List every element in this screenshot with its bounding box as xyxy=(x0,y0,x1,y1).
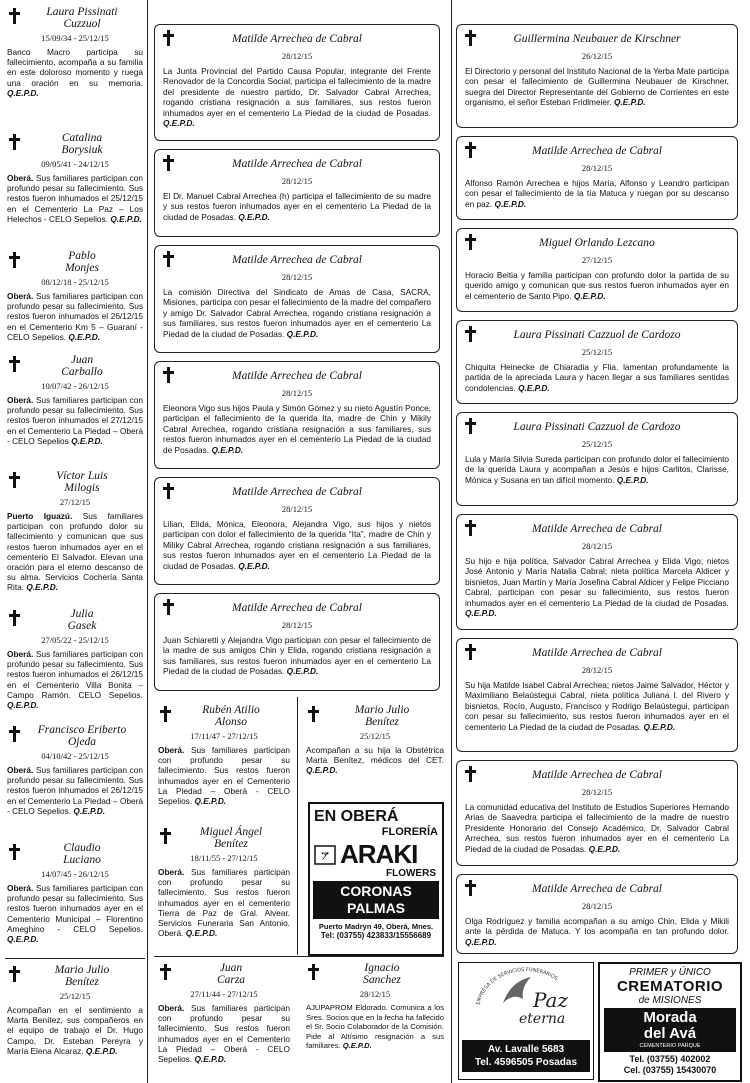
cross-icon xyxy=(465,880,476,896)
cross-icon xyxy=(160,828,171,844)
obituary-name: Rubén Atilio Alonso xyxy=(202,704,260,728)
condolence-box xyxy=(456,412,738,506)
condolence-date: 28/12/15 xyxy=(281,51,313,61)
condolence-text: La comunidad educativa del Instituto de Estudios Superiores Hernando Arias de Saavedra participa el fallecimiento de la madre de nuestro Presidente Honorario del Consejo Académico, Dr. Salvador Cabral Arrechea, sus restos fueron inhumados ayer en el cementerio La Piedad de la ciudad de Posadas. Q.E.P.D. xyxy=(465,802,729,854)
condolence-name: Matilde Arrechea de Cabral xyxy=(532,523,662,535)
condolence-text: Su hija Matilde Isabel Cabral Arrechea; nietos Jaime Salvador, Héctor y Maximiliano Belaústegui Cabral, nieta política Juliana I. del Rivero y bisnietos, Rocío, Augusto, Francisco y Rodrigo Belaústegui, participan con pesar su fallecimiento, sus restos fueron inhumados ayer en el cementerio La Piedad de la ciudad de Posadas. Q.E.P.D. xyxy=(465,680,729,732)
obituary-name: Francisco Eriberto Ojeda xyxy=(37,724,127,748)
obituary-name: Ignacio Sanchez xyxy=(363,962,401,986)
obituary-name: Juan Carza xyxy=(216,962,246,986)
obituary-dates: 15/09/34 - 25/12/15 xyxy=(41,33,109,43)
obituary-dates: 08/12/18 - 25/12/15 xyxy=(41,277,109,287)
condolence-date: 26/12/15 xyxy=(581,51,613,61)
obituary-dates: 10/07/42 - 26/12/15 xyxy=(41,381,109,391)
condolence-text: Alfonso Ramón Arrechea e hijos María, Alfonso y Leandro participan con pesar el fallecimiento de la tía Matuca y ruegan por su descanso en paz. Q.E.P.D. xyxy=(465,178,729,209)
cross-icon xyxy=(465,30,476,46)
ad-brand: ARAKI xyxy=(340,839,418,869)
condolence-name: Matilde Arrechea de Cabral xyxy=(532,647,662,659)
logo-word-1: Paz xyxy=(533,988,569,1012)
condolence-box xyxy=(154,149,440,237)
condolence-date: 28/12/15 xyxy=(581,665,613,675)
cross-icon xyxy=(308,706,319,722)
condolence-box xyxy=(456,514,738,630)
condolence-text: La Junta Provincial del Partido Causa Popular, integrante del Frente Renovador de la Concordia Social, participa el fallecimiento de la madre del presidente de nuestro partido, Dr. Salvador Cabral Arrechea, rogando cristiana resignación a sus familiares, sus restos fueron inhumados ayer en el cementerio La Piedad de la ciudad de Posadas. Q.E.P.D. xyxy=(163,66,431,129)
cross-icon xyxy=(465,142,476,158)
obituary-text: Acompañan en el sentimiento a Marta Benítez, sus compañeros en el equipo de trabajo el Dr. Hugo Campo, Dr. Esteban Pereyra y María Elena Alcaraz. Q.E.P.D. xyxy=(7,1005,143,1056)
obituary-dates: 09/05/41 - 24/12/15 xyxy=(41,159,109,169)
obituary-text: Oberá. Sus familiares participan con profundo pesar su fallecimiento. Sus restos fueron inhumados ayer en el Cementerio La Piedad – Oberá - CELO Sepelios. Q.E.P.D. xyxy=(158,745,290,807)
condolence-name: Matilde Arrechea de Cabral xyxy=(532,769,662,781)
obituary xyxy=(5,250,145,342)
condolence-name: Matilde Arrechea de Cabral xyxy=(532,883,662,895)
obituary-name: Juan Carballo xyxy=(61,354,103,378)
obituary xyxy=(5,964,145,1056)
condolence-box xyxy=(154,361,440,469)
cross-icon xyxy=(9,966,20,982)
divider xyxy=(5,958,145,959)
cross-icon xyxy=(160,964,171,980)
obituary-text: Acompañan a su hija la Obstétrica Marta Benítez, médicos del CET. Q.E.P.D. xyxy=(306,745,444,776)
condolence-name: Matilde Arrechea de Cabral xyxy=(232,370,362,382)
obituary-text: Puerto Iguazú. Sus familiares participan con profundo dolor su fallecimiento y comunican que sus restos fueron inhumados ayer en el cementerio El Salvador. Elevan una oración para el eterno descanso de su alma. Servicios Cochería Santa Rita. Q.E.P.D. xyxy=(7,511,143,593)
obituary-dates: 18/11/55 - 27/12/15 xyxy=(190,853,258,863)
cross-icon xyxy=(9,726,20,742)
condolence-date: 28/12/15 xyxy=(581,787,613,797)
obituary-name: Pablo Monjes xyxy=(65,250,99,274)
obituary-dates: 14/07/45 - 26/12/15 xyxy=(41,869,109,879)
cross-icon xyxy=(163,367,174,383)
condolence-date: 25/12/15 xyxy=(581,439,613,449)
condolence-date: 25/12/15 xyxy=(581,347,613,357)
obituary-name: Víctor Luis Milogis xyxy=(56,470,108,494)
obituary xyxy=(5,470,145,593)
obituary-text: Oberá. Sus familiares participan con profundo pesar su fallecimiento. Sus restos fueron inhumados el 26/12/15 en el Cementerio La Piedad – Oberá - CELO Sepelios. Q.E.P.D. xyxy=(7,765,143,816)
obituary-text: Oberá. Sus familiares participan con profundo pesar su fallecimiento. Sus restos fueron inhumados el 25/12/15 en el Cementerio La Paz – Los Helechos - CELO Sepelios. Q.E.P.D. xyxy=(7,173,143,224)
obituary xyxy=(5,724,145,816)
logo-word-2: eterna xyxy=(519,1011,566,1027)
araki-emblem-icon xyxy=(314,845,336,865)
cross-icon xyxy=(163,155,174,171)
condolence-text: El Dr. Manuel Cabral Arrechea (h) participa el fallecimiento de su madre y sus restos fueron inhumados ayer en el cementerio La Piedad de la ciudad de Posadas. Q.E.P.D. xyxy=(163,191,431,222)
obituary-dates: 25/12/15 xyxy=(359,731,391,741)
ad-address: Puerto Madryn 49, Oberá, Mnes. xyxy=(318,922,434,931)
condolence-box xyxy=(154,245,440,353)
obituary-text: Oberá. Sus familiares participan con profundo pesar su fallecimiento. Sus restos fueron inhumados el 26/12/15 en el Cementerio Km 5 – Guaraní - CELO Sepelios. Q.E.P.D. xyxy=(7,291,143,342)
obituary-name: Laura Pissinati Cuzzuol xyxy=(46,6,118,30)
condolence-text: Olga Rodríguez y familia acompañan a su amigo Chin, Elida y Mikili ante la pérdida de Matuca. Y los acompaña en tan profundo dolor. Q.E.P.D. xyxy=(465,916,729,947)
crematorium-ad xyxy=(598,962,742,1082)
cross-icon xyxy=(9,844,20,860)
condolence-name: Matilde Arrechea de Cabral xyxy=(232,486,362,498)
condolence-box xyxy=(154,593,440,691)
ad-phone: Tel. 4596505 Posadas xyxy=(474,1057,578,1068)
obituary xyxy=(156,704,292,806)
obituary xyxy=(5,6,145,98)
condolence-date: 28/12/15 xyxy=(281,388,313,398)
condolence-box xyxy=(456,638,738,752)
ad-subhead: de MISIONES xyxy=(638,995,702,1006)
obituary xyxy=(156,826,292,938)
obituary-text: Oberá. Sus familiares participan con profundo pesar su fallecimiento. Sus restos fueron inhumados el 26/12/15 en el Cementerio Villa Bonita – Campo Ramón. CELO Sepelios. Q.E.P.D. xyxy=(7,649,143,711)
svg-text:ア: ア xyxy=(320,851,330,862)
ad-phone: Tel: (03755) 423833/15556689 xyxy=(320,931,432,940)
obituary-name: Mario Julio Benítez xyxy=(354,704,410,728)
ad-brand-sub: FLOWERS xyxy=(386,868,436,879)
condolence-name: Matilde Arrechea de Cabral xyxy=(232,33,362,45)
obituary-text: Oberá. Sus familiares participan con profundo pesar su fallecimiento. Sus restos fueron inhumados ayer en el Cementerio Municipal – Florentino Ameghino - CELO Sepelios. Q.E.P.D. xyxy=(7,883,143,945)
obituary-dates: 28/12/15 xyxy=(359,989,391,999)
obituary-text: Banco Macro participa su fallecimiento, acompaña a su familia en este doloroso momento y ruega una oración en su memoria. Q.E.P.D. xyxy=(7,47,143,98)
column-divider-2 xyxy=(451,0,452,1083)
obituary-text: Oberá. Sus familiares participan con profundo pesar su fallecimiento. Sus restos fueron inhumados ayer en el cementerio Tierra de Paz de Gral. Alvear. Servicios Funeraria San Antonio. Oberá. Q.E.P.D. xyxy=(158,867,290,939)
divider xyxy=(154,956,444,957)
inner-divider xyxy=(297,697,298,955)
obituary-name: Claudio Luciano xyxy=(63,842,101,866)
condolence-text: Eleonora Vigo sus hijos Paula y Simón Gómez y su nieto Agustín Ponce, participan el fallecimiento de la querida Ita, madre de Chin y Mikily Cabral Arrechea, rogando cristiana resignación a sus familiares, sus restos fueron inhumados ayer en el cementerio La Piedad de la ciudad de Posadas. Q.E.P.D. xyxy=(163,403,431,455)
cross-icon xyxy=(163,599,174,615)
ad-address: Av. Lavalle 5683 xyxy=(487,1044,565,1055)
logo-arc-text: EMPRESA DE SERVICIOS FUNERARIOS xyxy=(475,966,559,1006)
condolence-date: 28/12/15 xyxy=(281,504,313,514)
condolence-date: 28/12/15 xyxy=(281,176,313,186)
dove-icon xyxy=(503,977,531,1003)
cross-icon xyxy=(9,134,20,150)
condolence-box xyxy=(456,136,738,220)
obituary-name: Catalina Borysiuk xyxy=(61,132,103,156)
cross-icon xyxy=(163,251,174,267)
condolence-text: Lula y María Silvia Sureda participan con profundo dolor el fallecimiento de la querida Laura y acompañan a Jesús e hijos Carlitos, Clarisse, Mónica y Susana en tan difícil momento. Q.E.P.D. xyxy=(465,454,729,485)
obituary-name: Julia Gasek xyxy=(67,608,97,632)
obituary xyxy=(5,354,145,446)
ad-tagline: PRIMER y ÚNICO xyxy=(629,967,711,978)
condolence-text: La comisión Directiva del Sindicato de Amas de Casa, SACRA, Misiones, participa con pesar el fallecimiento de la madre del compañero y amigo Dr. Salvador Cabral Arrechea, rogando cristiana resignación a sus familiares, sus restos fueron inhumados ayer en el cementerio La Piedad de la ciudad de Posadas. Q.E.P.D. xyxy=(163,287,431,339)
obituary-dates: 17/11/47 - 27/12/15 xyxy=(190,731,258,741)
obituary xyxy=(156,962,292,1064)
cross-icon xyxy=(9,356,20,372)
obituary-dates: 25/12/15 xyxy=(59,991,91,1001)
cross-icon xyxy=(465,418,476,434)
condolence-date: 28/12/15 xyxy=(581,901,613,911)
cross-icon xyxy=(9,8,20,24)
obituary xyxy=(5,132,145,224)
condolence-box xyxy=(456,320,738,404)
cross-icon xyxy=(9,610,20,626)
condolence-date: 28/12/15 xyxy=(281,620,313,630)
obituary-text: Oberá. Sus familiares participan con profundo pesar su fallecimiento. Sus restos fueron inhumados ayer en el Cementerio La Piedad – Oberá - CELO Sepelios. Q.E.P.D. xyxy=(158,1003,290,1065)
condolence-text: Lilian, Elida, Mónica, Eleonora, Alejandra Vigo, sus hijos y nietos participan con dolor el fallecimiento de la querida “Ita”, madre de Chin y Miliky Cabral Arrechea, rogando cristiana resignación a sus familiares, sus restos fueron inhumados ayer en el cementerio La Piedad de la ciudad de Posadas. Q.E.P.D. xyxy=(163,519,431,571)
condolence-text: Horacio Beitia y familia participan con profundo dolor la partida de su querido amigo y comunican que sus restos fueron inhumados ayer en el cementerio de Santo Pipo. Q.E.P.D. xyxy=(465,270,729,301)
condolence-name: Laura Pissinati Cazzuol de Cardozo xyxy=(513,421,681,433)
condolence-name: Miguel Orlando Lezcano xyxy=(539,237,655,249)
ad-contact xyxy=(462,1040,590,1072)
ad-headline: CREMATORIO xyxy=(616,978,724,995)
obituary-dates: 27/11/44 - 27/12/15 xyxy=(190,989,258,999)
obituary-text: AJUPAPROM Eldorado. Comunica a los Sres. Socios que en la fecha ha fallecido el Sr. Socio Colaborador de la Comisión. Pide al Altísimo resignación a sus familiares. Q.E.P.D. xyxy=(306,1003,444,1050)
obituary-dates: 27/12/15 xyxy=(59,497,91,507)
condolence-box xyxy=(456,24,738,128)
cross-icon xyxy=(465,234,476,250)
condolence-date: 28/12/15 xyxy=(581,541,613,551)
condolence-text: Juan Schiaretti y Alejandra Vigo participan con pesar el fallecimiento de la madre de sus amigos Chin y Elida, rogando cristiana resignación a sus familiares, sus restos fueron inhumados ayer en el cementerio La Piedad de la ciudad de Posadas. Q.E.P.D. xyxy=(163,635,431,677)
funeral-services-ad xyxy=(458,962,594,1080)
obituary-dates: 04/10/42 - 25/12/15 xyxy=(41,751,109,761)
condolence-box xyxy=(456,874,738,954)
condolence-name: Matilde Arrechea de Cabral xyxy=(232,602,362,614)
cross-icon xyxy=(465,766,476,782)
condolence-date: 28/12/15 xyxy=(581,163,613,173)
condolence-text: Su hijo e hija política, Salvador Cabral Arrechea y Elida Vigo; nietos José Antonio y María Natalia Cabral; nieta política Marcela Aldicer y bisnietos, Juan Martín y María Josefina Cabral Aldicer y Felipe Picciano Cabral, participan con pesar su fallecimiento, sus restos fueron inhumados ayer en el cementerio La Piedad de la ciudad de Posadas. Q.E.P.D. xyxy=(465,556,729,619)
column-divider-1 xyxy=(147,0,148,1083)
cross-icon xyxy=(465,644,476,660)
cross-icon xyxy=(465,326,476,342)
araki-logo xyxy=(314,839,438,870)
cross-icon xyxy=(9,472,20,488)
cross-icon xyxy=(163,30,174,46)
obituary xyxy=(5,842,145,944)
obituary xyxy=(304,962,446,1051)
obituary-name: Mario Julio Benítez xyxy=(54,964,110,988)
condolence-text: Chiquita Heinecke de Chiaradia y Flia. lamentan profundamente la partida de la apreciada Laura y hacen llegar a sus familiares sentidas condolencias. Q.E.P.D. xyxy=(465,362,729,393)
ad-headline: EN OBERÁ xyxy=(314,808,399,825)
cross-icon xyxy=(9,252,20,268)
ad-subhead: FLORERÍA xyxy=(381,826,438,838)
condolence-name: Matilde Arrechea de Cabral xyxy=(232,254,362,266)
cross-icon xyxy=(308,964,319,980)
cross-icon xyxy=(160,706,171,722)
ad-products: CORONAS PALMAS xyxy=(313,881,439,919)
condolence-name: Guillermina Neubauer de Kirschner xyxy=(513,33,681,45)
condolence-date: 28/12/15 xyxy=(281,272,313,282)
condolence-name: Matilde Arrechea de Cabral xyxy=(232,158,362,170)
paz-eterna-logo xyxy=(459,963,593,1033)
condolence-box xyxy=(154,477,440,585)
condolence-name: Laura Pissinati Cazzuol de Cardozo xyxy=(513,329,681,341)
florist-ad xyxy=(308,802,444,956)
condolence-box xyxy=(154,24,440,141)
ad-mobile: Cel. (03755) 15430070 xyxy=(623,1065,717,1075)
obituary-name: Miguel Ángel Benítez xyxy=(199,826,263,850)
condolence-text: El Directorio y personal del Instituto Nacional de la Yerba Mate participa con pesar el fallecimiento de Guillermina Neubauer de Kirschner, suegra del Director Representante del Gobierno de Corrientes en este organismo, el señor Esteban Fridlmeier. Q.E.P.D. xyxy=(465,66,729,108)
obituary-text: Oberá. Sus familiares participan con profundo pesar su fallecimiento. Sus restos fueron inhumados el 27/12/15 en el Cementerio La Piedad – Oberá - CELO Sepelios Q.E.P.D. xyxy=(7,395,143,446)
condolence-name: Matilde Arrechea de Cabral xyxy=(532,145,662,157)
obituary-dates: 27/05/22 - 25/12/15 xyxy=(41,635,109,645)
ad-phone: Tel. (03755) 402002 xyxy=(629,1054,711,1064)
obituary xyxy=(304,704,446,776)
obituary xyxy=(5,608,145,710)
condolence-date: 27/12/15 xyxy=(581,255,613,265)
cross-icon xyxy=(163,483,174,499)
cross-icon xyxy=(465,520,476,536)
condolence-box xyxy=(456,760,738,866)
condolence-box xyxy=(456,228,738,312)
ad-brand: Morada del Avá CEMENTERIO PARQUE xyxy=(604,1008,736,1052)
